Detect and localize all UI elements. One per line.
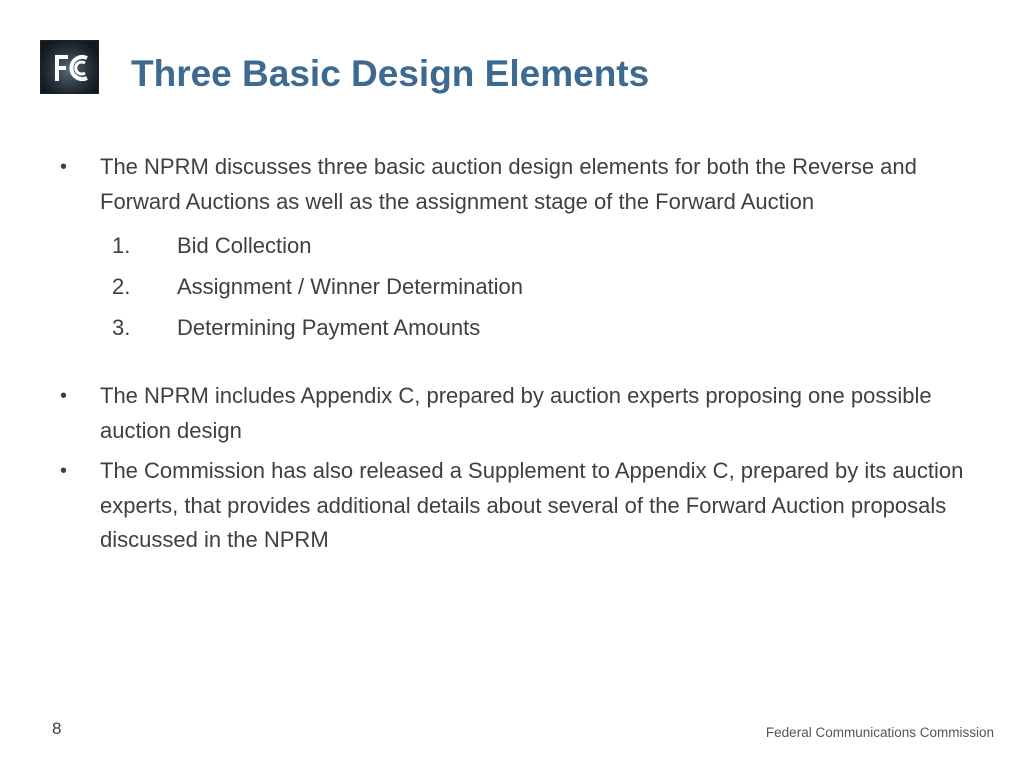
page-title: Three Basic Design Elements <box>131 53 650 94</box>
list-item <box>60 266 970 307</box>
bullet-icon: • <box>60 460 68 482</box>
list-item-number: 3. <box>112 315 131 340</box>
footer-agency-name: Federal Communications Commission <box>765 725 994 740</box>
bullet-icon: • <box>60 156 68 178</box>
bullet-item <box>60 379 970 448</box>
list-item-text: Assignment / Winner Determination <box>177 274 524 299</box>
slide-content <box>60 150 970 558</box>
spacer <box>60 348 970 379</box>
fcc-logo <box>40 40 99 94</box>
bullet-text: The Commission has also released a Supplement to Appendix C, prepared by its auction experts, that provides additional details about several of the Forward Auction proposals discussed in the NPRM <box>100 458 964 552</box>
list-item <box>60 225 970 266</box>
slide-number: 8 <box>52 719 62 738</box>
bullet-text: The NPRM discusses three basic auction design elements for both the Reverse and Forward Auctions as well as the assignment stage of the Forward Auction <box>100 154 917 214</box>
list-item <box>60 307 970 348</box>
bullet-icon: • <box>60 385 68 407</box>
bullet-text: The NPRM includes Appendix C, prepared by auction experts proposing one possible auction design <box>100 383 932 443</box>
bullet-item <box>60 150 970 219</box>
list-item-text: Determining Payment Amounts <box>177 315 481 340</box>
list-item-number: 2. <box>112 274 131 299</box>
bullet-item <box>60 454 970 558</box>
numbered-list <box>60 225 970 348</box>
list-item-text: Bid Collection <box>177 233 312 258</box>
fcc-logo-mark <box>41 41 100 95</box>
list-item-number: 1. <box>112 233 131 258</box>
